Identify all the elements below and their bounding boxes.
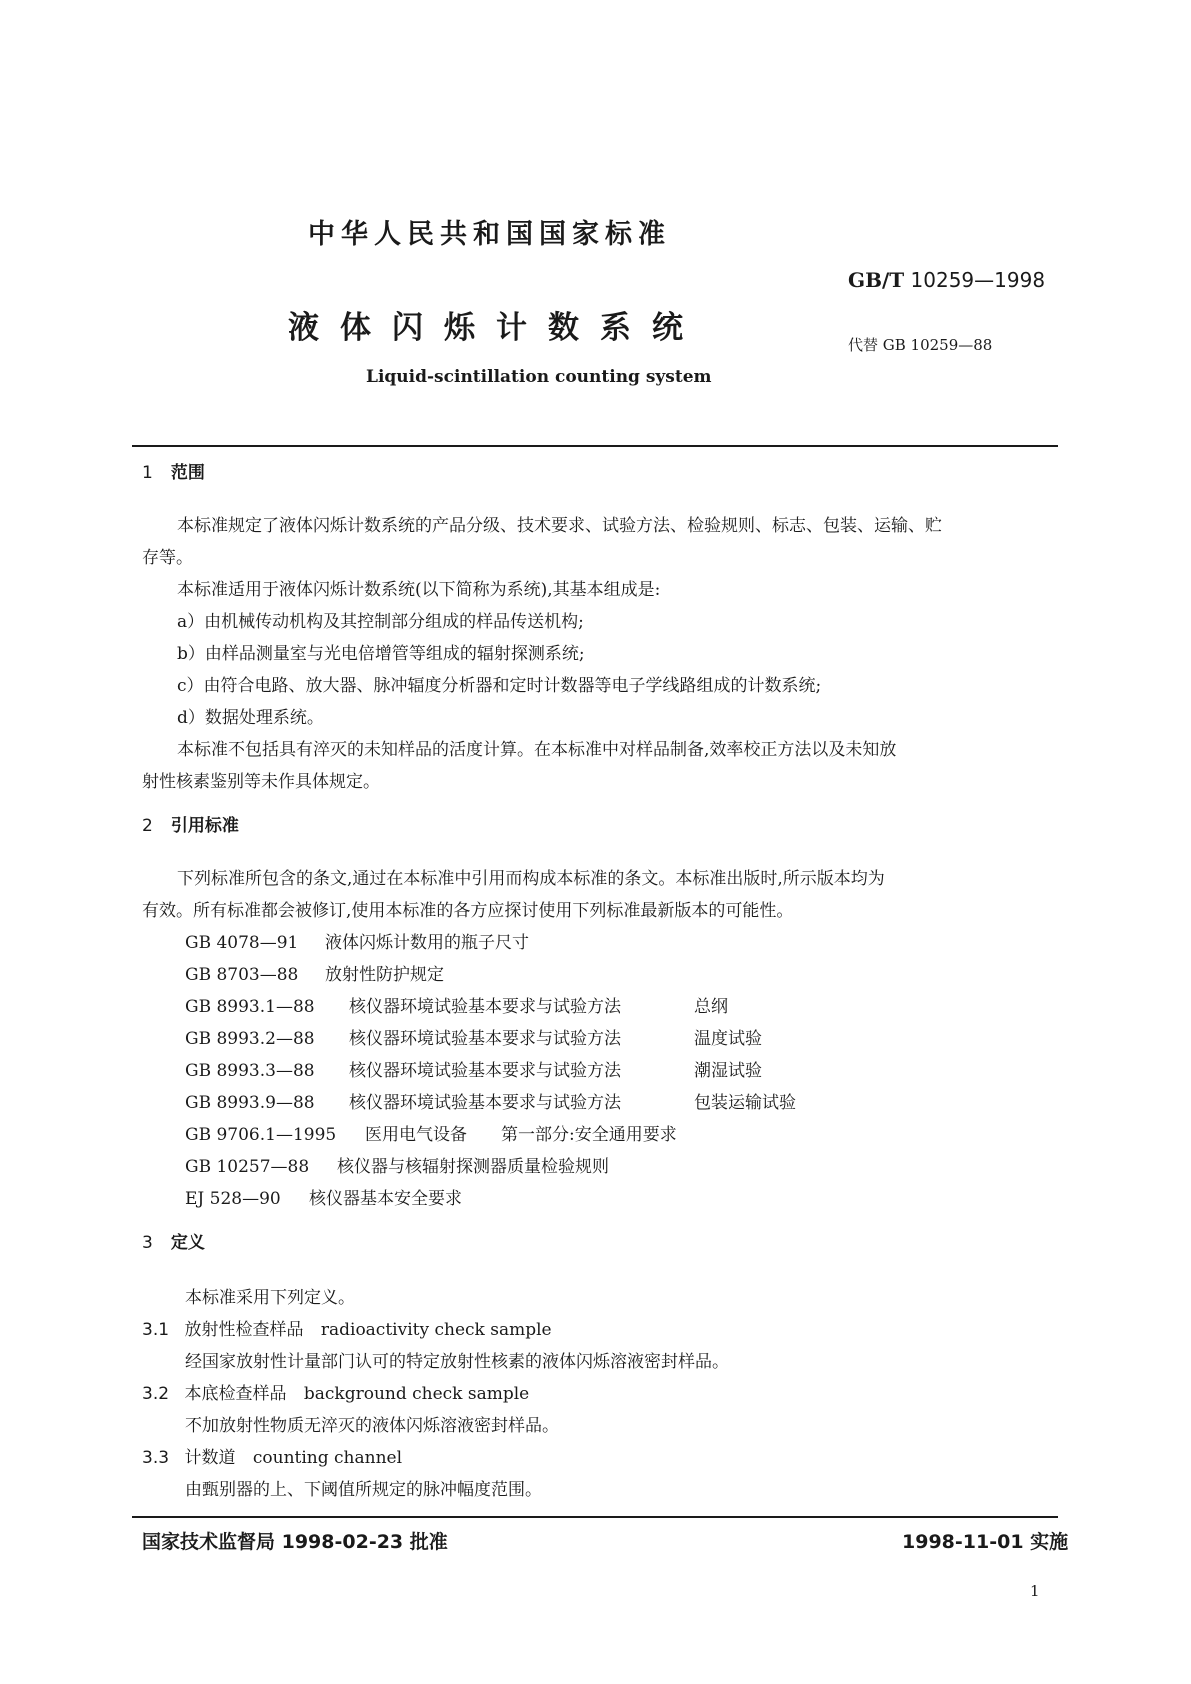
- page-number: 1: [1030, 1582, 1040, 1600]
- definition-description: 经国家放射性计量部门认可的特定放射性核素的液体闪烁溶液密封样品。: [185, 1352, 729, 1372]
- section-1-paragraph-1-line-1: 本标准规定了液体闪烁计数系统的产品分级、技术要求、试验方法、检验规则、标志、包装、运输、贮: [177, 516, 942, 536]
- ref-name: 液体闪烁计数用的瓶子尺寸: [325, 933, 529, 953]
- term-cn: 计数道: [184, 1448, 236, 1468]
- ref-name: 核仪器环境试验基本要求与试验方法: [349, 1029, 621, 1049]
- section-title: 定义: [170, 1233, 205, 1253]
- section-1-paragraph-3-line-2: 射性核素鉴别等未作具体规定。: [142, 772, 380, 792]
- list-item-b: b）由样品测量室与光电倍增管等组成的辐射探测系统;: [177, 644, 585, 664]
- ref-code: GB 8703—88: [185, 965, 299, 985]
- ref-row: [185, 960, 444, 985]
- section-1-heading: [142, 458, 205, 483]
- section-3-intro: 本标准采用下列定义。: [185, 1288, 355, 1308]
- ref-sub: 温度试验: [694, 1029, 762, 1049]
- section-1-paragraph-3-line-1: 本标准不包括具有淬灭的未知样品的活度计算。在本标准中对样品制备,效率校正方法以及未知放: [177, 740, 897, 760]
- list-item-d: d）数据处理系统。: [177, 708, 324, 728]
- ref-name: 核仪器与核辐射探测器质量检验规则: [337, 1157, 609, 1177]
- ref-code: GB 9706.1—1995: [185, 1125, 337, 1145]
- list-item-c: c）由符合电路、放大器、脉冲辐度分析器和定时计数器等电子学线路组成的计数系统;: [177, 676, 822, 696]
- standard-number-value: 10259—1998: [910, 268, 1046, 292]
- ref-name: 核仪器环境试验基本要求与试验方法: [349, 1061, 621, 1081]
- ref-name: 核仪器环境试验基本要求与试验方法: [349, 997, 621, 1017]
- definition-number: 3.3: [142, 1448, 170, 1468]
- ref-sub: 潮湿试验: [694, 1061, 762, 1081]
- ref-sub: 总纲: [694, 997, 728, 1017]
- ref-row: [185, 1088, 796, 1113]
- footer-divider: [132, 1516, 1058, 1518]
- ref-code: GB 10257—88: [185, 1157, 310, 1177]
- ref-name: 核仪器基本安全要求: [309, 1189, 462, 1209]
- ref-sub: 包装运输试验: [694, 1093, 796, 1113]
- header-divider: [132, 445, 1058, 447]
- document-title: 液体闪烁计数系统: [288, 310, 704, 346]
- approval-note: 国家技术监督局 1998-02-23 批准: [142, 1531, 448, 1553]
- term-en: radioactivity check sample: [320, 1320, 552, 1340]
- definition-description: 由甄别器的上、下阈值所规定的脉冲幅度范围。: [185, 1480, 542, 1500]
- section-3-heading: [142, 1228, 205, 1253]
- section-1-paragraph-2: 本标准适用于液体闪烁计数系统(以下简称为系统),其基本组成是:: [177, 580, 661, 600]
- ref-row: [185, 1152, 609, 1177]
- section-title: 引用标准: [170, 816, 239, 836]
- ref-name: 医用电气设备: [365, 1125, 467, 1145]
- standard-number: [848, 268, 1045, 292]
- section-2-paragraph-line-1: 下列标准所包含的条文,通过在本标准中引用而构成本标准的条文。本标准出版时,所示版本均为: [177, 869, 885, 889]
- definition-number: 3.1: [142, 1320, 170, 1340]
- ref-row: [185, 1184, 462, 1209]
- definition-term: [142, 1315, 552, 1340]
- ref-code: GB 8993.1—88: [185, 997, 315, 1017]
- definition-number: 3.2: [142, 1384, 170, 1404]
- ref-code: GB 8993.3—88: [185, 1061, 315, 1081]
- term-cn: 放射性检查样品: [184, 1320, 304, 1340]
- term-cn: 本底检查样品: [184, 1384, 287, 1404]
- ref-name: 核仪器环境试验基本要求与试验方法: [349, 1093, 621, 1113]
- national-standard-heading: 中华人民共和国国家标准: [308, 219, 671, 250]
- list-item-a: a）由机械传动机构及其控制部分组成的样品传送机构;: [177, 612, 584, 632]
- english-title: Liquid-scintillation counting system: [366, 367, 712, 387]
- ref-row: [185, 1120, 677, 1145]
- definition-description: 不加放射性物质无淬灭的液体闪烁溶液密封样品。: [185, 1416, 559, 1436]
- ref-code: EJ 528—90: [185, 1189, 281, 1209]
- ref-row: [185, 1056, 762, 1081]
- ref-sub: 第一部分:安全通用要求: [501, 1125, 677, 1145]
- section-2-heading: [142, 811, 239, 836]
- section-number: 1: [142, 463, 153, 483]
- ref-row: [185, 928, 529, 953]
- ref-code: GB 8993.9—88: [185, 1093, 315, 1113]
- definition-term: [142, 1443, 402, 1468]
- effective-date: 1998-11-01 实施: [902, 1531, 1069, 1553]
- standard-number-prefix: GB/T: [848, 268, 905, 292]
- ref-row: [185, 1024, 762, 1049]
- section-2-paragraph-line-2: 有效。所有标准都会被修订,使用本标准的各方应探讨使用下列标准最新版本的可能性。: [142, 901, 794, 921]
- term-en: background check sample: [303, 1384, 530, 1404]
- definition-term: [142, 1379, 529, 1404]
- ref-code: GB 4078—91: [185, 933, 299, 953]
- section-number: 2: [142, 816, 153, 836]
- replaces-note: 代替 GB 10259—88: [848, 336, 993, 354]
- section-1-paragraph-1-line-2: 存等。: [142, 548, 193, 568]
- term-en: counting channel: [252, 1448, 403, 1468]
- ref-code: GB 8993.2—88: [185, 1029, 315, 1049]
- section-number: 3: [142, 1233, 153, 1253]
- section-title: 范围: [170, 463, 205, 483]
- ref-row: [185, 992, 728, 1017]
- ref-name: 放射性防护规定: [325, 965, 444, 985]
